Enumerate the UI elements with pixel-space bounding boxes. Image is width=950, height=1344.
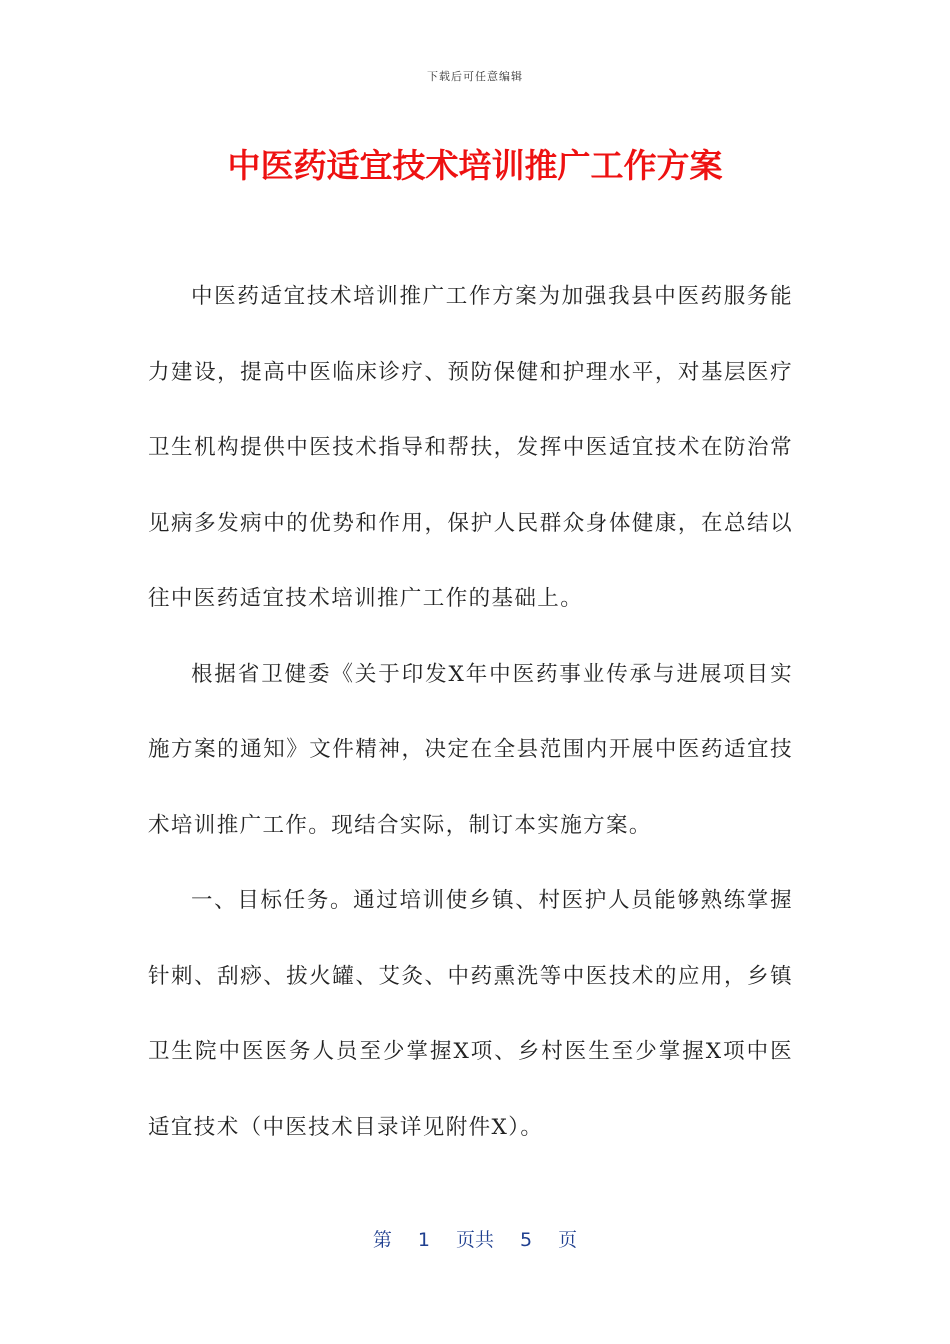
paragraph-basis: 根据省卫健委《关于印发X年中医药事业传承与进展项目实施方案的通知》文件精神，决定在全县范围内开展中医药适宜技术培训推广工作。现结合实际，制订本实施方案。 bbox=[148, 661, 793, 838]
footer-prefix: 第 bbox=[372, 1229, 392, 1251]
document-title: 中医药适宜技术培训推广工作方案 bbox=[227, 146, 723, 185]
footer-page-number: 1 bbox=[417, 1229, 430, 1251]
page-footer bbox=[0, 1225, 950, 1252]
footer-middle: 页共 bbox=[455, 1229, 494, 1251]
header-note: 下载后可任意编辑 bbox=[427, 70, 523, 83]
footer-total-pages: 5 bbox=[520, 1229, 533, 1251]
paragraph-intro: 中医药适宜技术培训推广工作方案为加强我县中医药服务能力建设，提高中医临床诊疗、预防保健和护理水平，对基层医疗卫生机构提供中医技术指导和帮扶，发挥中医适宜技术在防治常见病多发病中的优势和作用，保护人民群众身体健康，在总结以往中医药适宜技术培训推广工作的基础上。 bbox=[148, 284, 793, 611]
footer-suffix: 页 bbox=[558, 1229, 578, 1251]
document-body bbox=[148, 259, 793, 1165]
paragraph-goals: 一、目标任务。通过培训使乡镇、村医护人员能够熟练掌握针刺、刮痧、拔火罐、艾灸、中药熏洗等中医技术的应用，乡镇卫生院中医医务人员至少掌握X项、乡村医生至少掌握X项中医适宜技术（中医技术目录详见附件X）。 bbox=[148, 888, 793, 1140]
